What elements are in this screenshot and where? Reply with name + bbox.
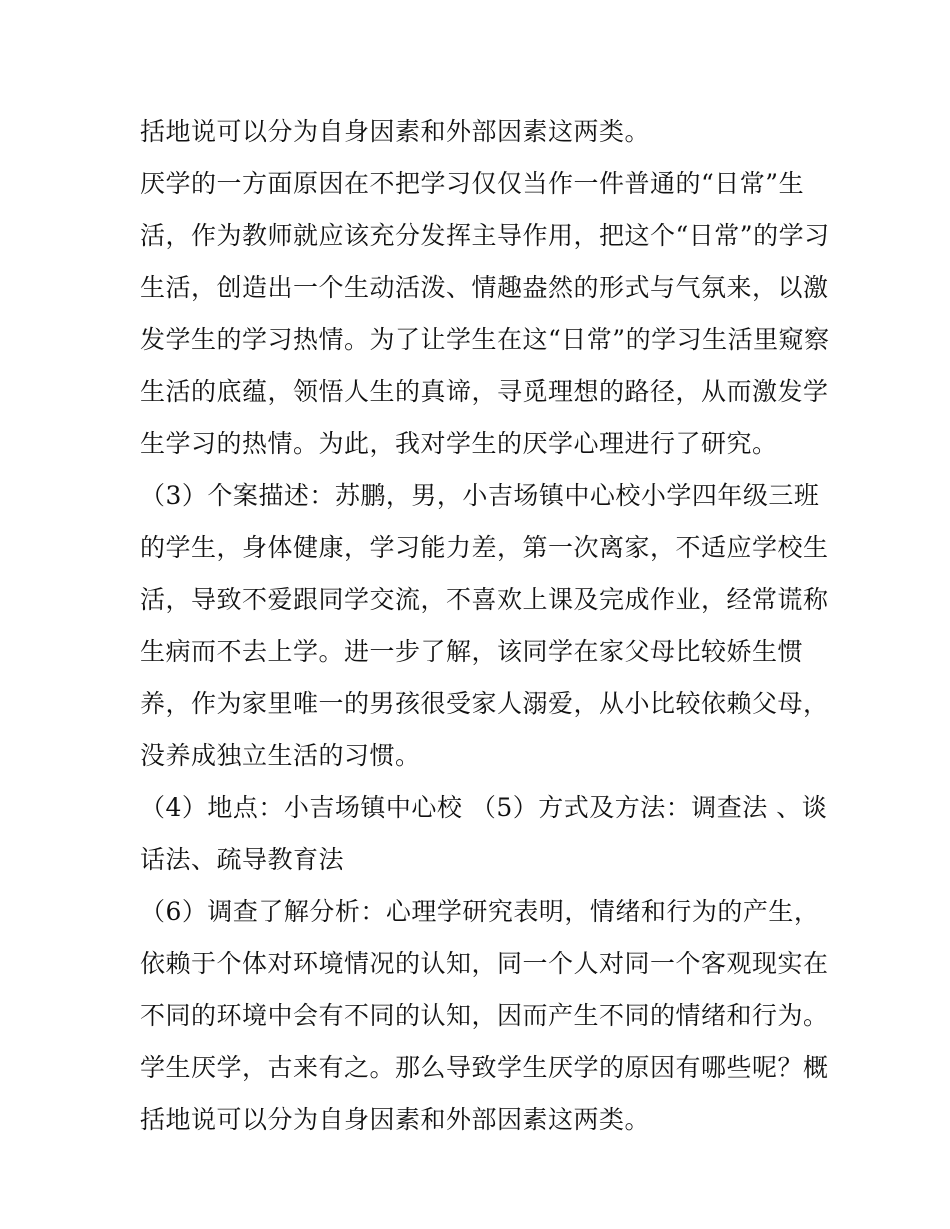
text-line: 生活的底蕴，领悟人生的真谛，寻觅理想的路径，从而激发学: [140, 377, 829, 406]
text-line: 不同的环境中会有不同的认知，因而产生不同的情绪和行为。: [140, 1001, 829, 1030]
text-line: 依赖于个体对环境情况的认知，同一个人对同一个客观现实在: [140, 949, 829, 978]
text-line: （4）地点：小吉场镇中心校 （5）方式及方法：调查法 、谈: [140, 793, 828, 822]
text-line: 的学生，身体健康，学习能力差，第一次离家，不适应学校生: [140, 533, 829, 562]
text-line: 括地说可以分为自身因素和外部因素这两类。: [140, 1105, 651, 1134]
text-line: （6）调查了解分析：心理学研究表明，情绪和行为的产生，: [140, 897, 820, 926]
text-line: 厌学的一方面原因在不把学习仅仅当作一件普通的“日常”生: [140, 169, 805, 198]
text-line: 生病而不去上学。进一步了解，该同学在家父母比较娇生惯: [140, 637, 804, 666]
document-body: [140, 106, 830, 1146]
text-line: 学生厌学，古来有之。那么导致学生厌学的原因有哪些呢？概: [140, 1053, 829, 1082]
text-line: 发学生的学习热情。为了让学生在这“日常”的学习生活里窥察: [140, 325, 830, 354]
text-line: 括地说可以分为自身因素和外部因素这两类。: [140, 117, 651, 146]
text-line: 养，作为家里唯一的男孩很受家人溺爱，从小比较依赖父母，: [140, 689, 829, 718]
text-line: 话法、疏导教育法: [140, 845, 345, 874]
text-line: （3）个案描述：苏鹏，男，小吉场镇中心校小学四年级三班: [140, 481, 820, 510]
text-line: 生学习的热情。为此，我对学生的厌学心理进行了研究。: [140, 429, 778, 458]
text-line: 活，导致不爱跟同学交流，不喜欢上课及完成作业，经常谎称: [140, 585, 829, 614]
text-line: 没养成独立生活的习惯。: [140, 741, 421, 770]
text-line: 活，作为教师就应该充分发挥主导作用，把这个“日常”的学习: [140, 221, 830, 250]
text-line: 生活，创造出一个生动活泼、情趣盎然的形式与气氛来，以激: [140, 273, 829, 302]
